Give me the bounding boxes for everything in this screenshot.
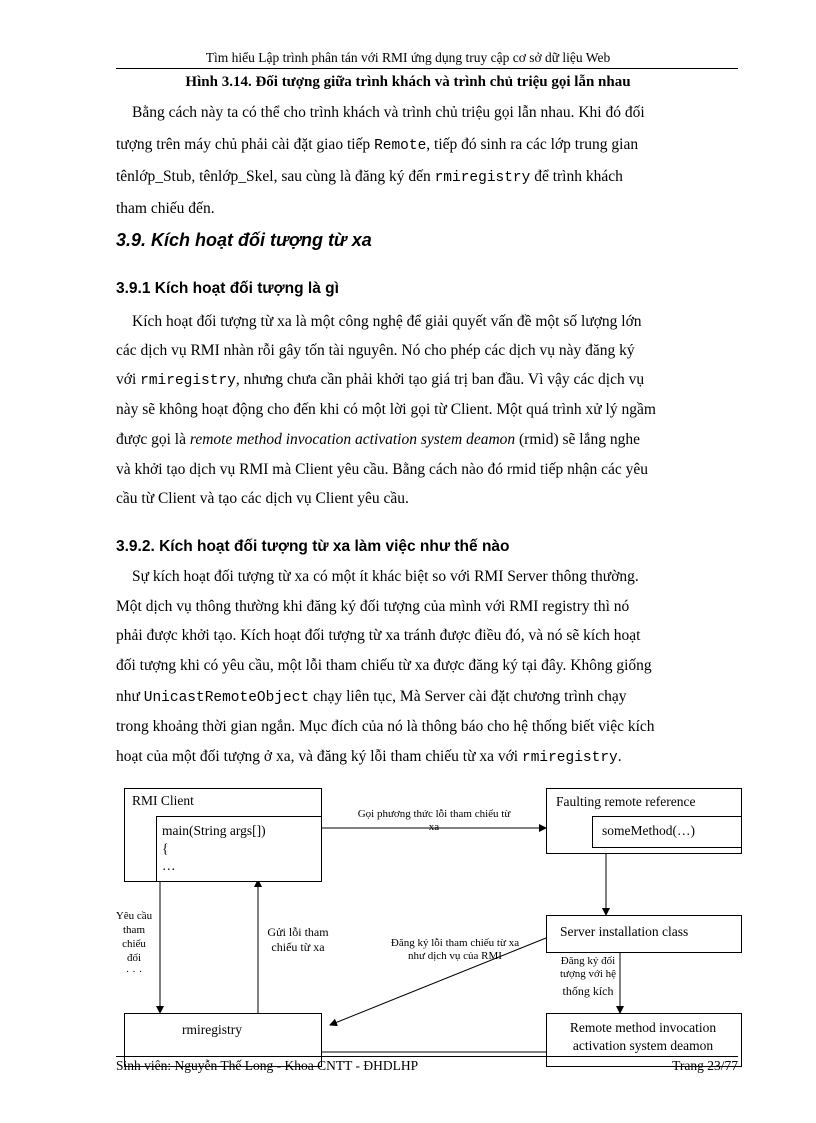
sub2-line-1: Sự kích hoạt đối tượng từ xa có một ít khác biệt so với RMI Server thông thường. (132, 568, 639, 585)
send-label-2: chiếu từ xa (271, 940, 325, 954)
page-header: Tìm hiểu Lập trình phân tán với RMI ứng dụng truy cập cơ sở dữ liệu Web (205, 50, 611, 65)
intro-line-2: tượng trên máy chủ phải cài đặt giao tiếp Remote, tiếp đó sinh ra các lớp trung gian (116, 136, 639, 154)
object-label-2: tượng với hệ (559, 968, 617, 980)
client-code-main: main(String args[]) (162, 823, 266, 838)
sub2-line-6: trong khoảng thời gian ngắn. Mục đích của nó là thông báo cho hệ thống biết việc kích (116, 718, 655, 735)
intro-line-1: Bằng cách này ta có thể cho trình khách và trình chủ triệu gọi lẫn nhau. Khi đó đối (132, 104, 645, 121)
subsection-heading-2: 3.9.2. Kích hoạt đối tượng từ xa làm việc như thế nào (116, 538, 510, 555)
sub1-line-4: này sẽ không hoạt động cho đến khi có một lời gọi từ Client. Một quá trình xử lý ngầm (116, 401, 656, 418)
subsection-heading-1: 3.9.1 Kích hoạt đối tượng là gì (116, 280, 339, 297)
request-label-5: · · · (125, 966, 143, 978)
call-label-1: Gọi phương thức lỗi tham chiếu từ (357, 808, 511, 820)
sub2-line-4: đối tượng khi có yêu cầu, một lỗi tham chiếu từ xa được đăng ký tại đây. Không giống (116, 657, 652, 674)
rmi-client-title: RMI Client (132, 793, 194, 808)
object-label-1: Đăng ký đối (560, 955, 616, 967)
sub1-line-2: các dịch vụ RMI nhàn rỗi gây tốn tài nguyên. Nó cho phép các dịch vụ này đăng ký (116, 342, 635, 359)
section-heading: 3.9. Kích hoạt đối tượng từ xa (116, 230, 372, 250)
intro-line-3: tênlớp_Stub, tênlớp_Skel, sau cùng là đăng ký đến rmiregistry để trình khách (116, 168, 623, 186)
request-label-4: đối (126, 952, 142, 964)
sub2-line-7: hoạt của một đối tượng ở xa, và đăng ký lỗi tham chiếu từ xa với rmiregistry. (116, 748, 622, 766)
client-code-ellipsis: … (162, 858, 176, 873)
sub1-line-6: và khởi tạo dịch vụ RMI mà Client yêu cầu. Bằng cách nào đó rmid tiếp nhận các yêu (116, 461, 649, 478)
footer-page-number: Trang 23/77 (672, 1058, 738, 1073)
code-rmiregistry: rmiregistry (140, 373, 236, 389)
call-label-2: xa (428, 821, 440, 833)
code-rmiregistry: rmiregistry (522, 750, 618, 766)
sub1-line-5: được gọi là remote method invocation activation system deamon (rmid) sẽ lắng nghe (116, 431, 640, 448)
code-rmiregistry: rmiregistry (434, 170, 531, 186)
register-label-1: Đăng ký lỗi tham chiếu từ xa (390, 937, 520, 949)
sub2-line-5: như UnicastRemoteObject chạy liên tục, Mà Server cài đặt chương trình chạy (116, 688, 627, 706)
register-label-2: như dịch vụ của RMI (408, 950, 502, 962)
request-label-1: Yêu cầu (115, 910, 153, 922)
request-label-3: chiếu (122, 938, 146, 950)
sub1-line-3: với rmiregistry, nhưng chưa cần phải khởi tạo giá trị ban đầu. Vì vậy các dịch vụ (116, 371, 645, 389)
sub2-line-2: Một dịch vụ thông thường khi đăng ký đối tượng của mình với RMI registry thì nó (116, 598, 630, 615)
send-label-1: Gửi lỗi tham (267, 925, 329, 939)
request-label-2: tham (123, 924, 145, 936)
footer-rule (116, 1056, 738, 1057)
code-remote: Remote (374, 138, 427, 154)
footer-author: Sinh viên: Nguyễn Thế Long - Khoa CNTT - ĐHDLHP (116, 1058, 419, 1073)
faulting-reference-title: Faulting remote reference (556, 794, 696, 809)
code-unicastremoteobject: UnicastRemoteObject (143, 690, 310, 706)
some-method-label: someMethod(…) (602, 823, 695, 838)
term-rmid: remote method invocation activation system deamon (189, 431, 516, 448)
server-installation-label: Server installation class (560, 924, 689, 939)
client-code-brace: { (162, 841, 169, 856)
figure-caption: Hình 3.14. Đối tượng giữa trình khách và trình chủ triệu gọi lẫn nhau (185, 74, 631, 90)
rmid-label-1: Remote method invocation (569, 1020, 717, 1035)
object-label-3: thống kích (562, 984, 614, 998)
sub1-line-7: cầu từ Client và tạo các dịch vụ Client yêu cầu. (116, 490, 409, 507)
sub2-line-3: phải được khởi tạo. Kích hoạt đối tượng từ xa tránh được điều đó, và nó sẽ kích hoạt (116, 627, 641, 644)
sub1-line-1: Kích hoạt đối tượng từ xa là một công nghệ để giải quyết vấn đề một số lượng lớn (132, 313, 642, 330)
intro-line-4: tham chiếu đến. (116, 200, 215, 217)
rmiregistry-label: rmiregistry (182, 1022, 242, 1037)
rmid-label-2: activation system deamon (572, 1038, 714, 1053)
